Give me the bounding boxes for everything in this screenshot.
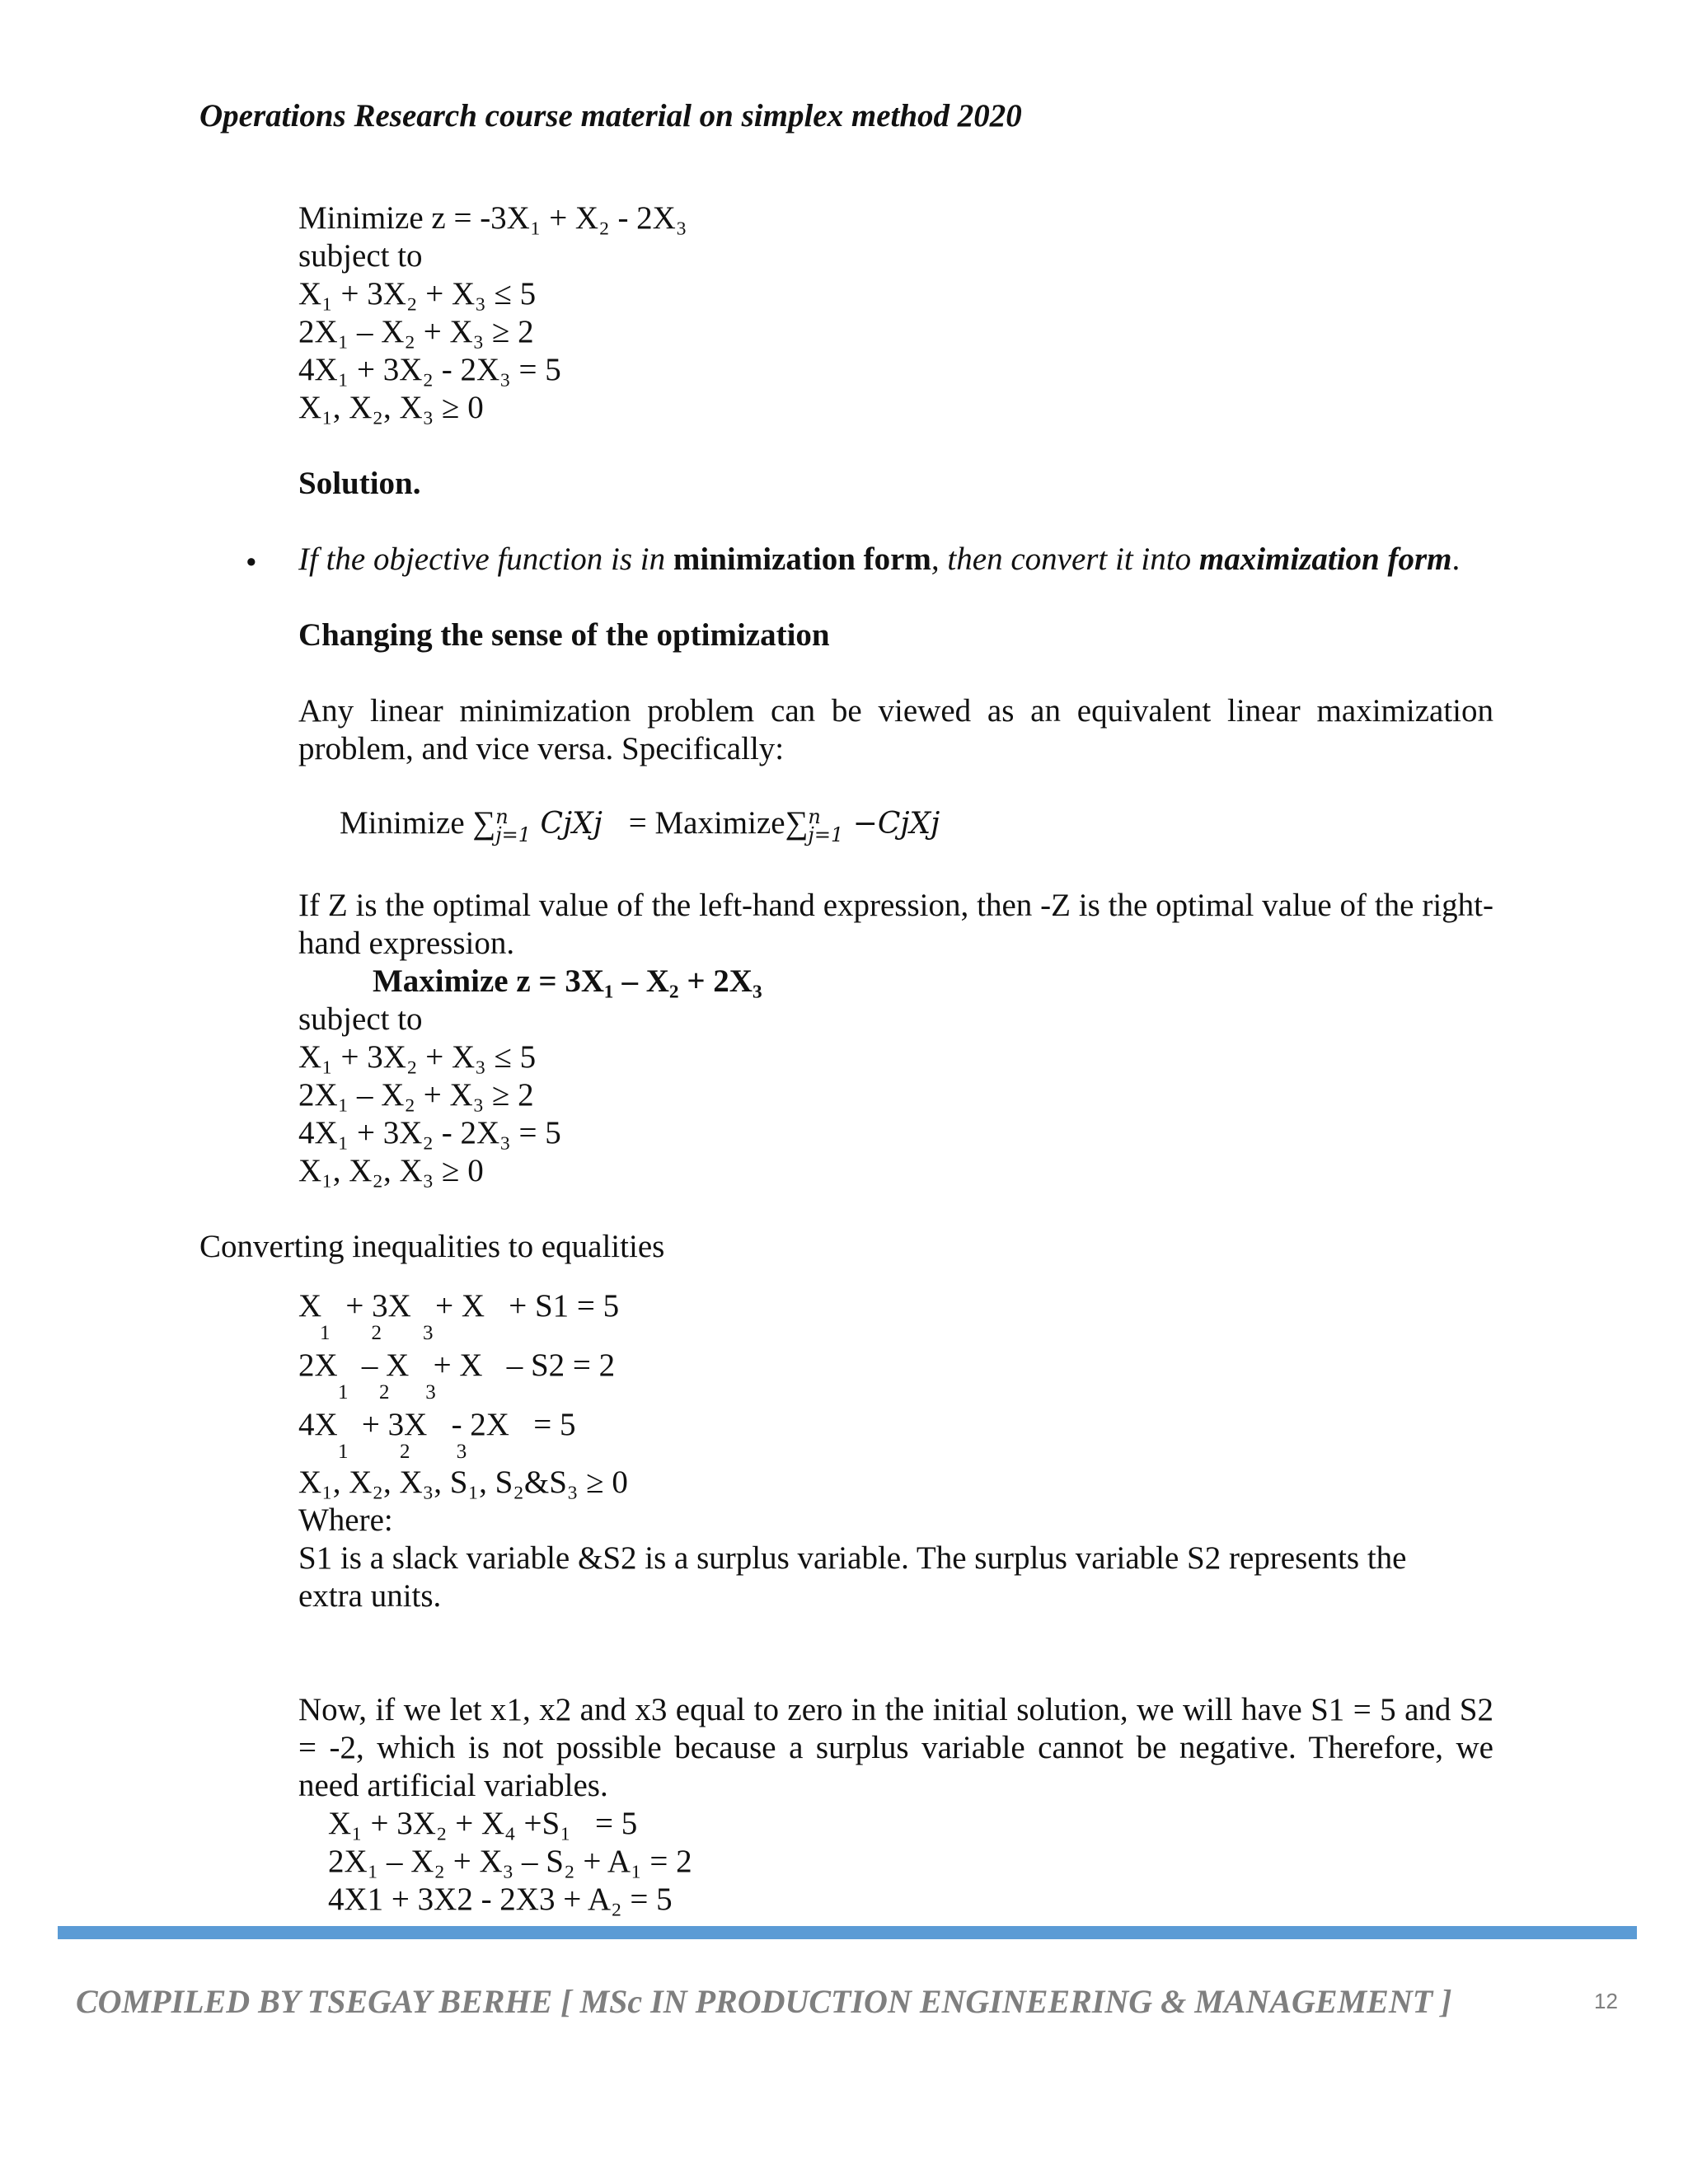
footer-rule <box>58 1926 1637 1939</box>
max-constraint-2: 2X₁ – X₂ + X₃ ≥ 2 <box>298 1077 534 1113</box>
where-label: Where: <box>298 1502 393 1538</box>
equality-1: X + 3X + X + S1 = 5 <box>298 1288 620 1324</box>
max-subject-to: subject to <box>298 1001 423 1037</box>
bullet-part-1: If the objective function is in <box>298 541 673 577</box>
paragraph-2: If Z is the optimal value of the left-hand expression, then -Z is the optimal value of the right-hand expression. <box>298 888 1493 961</box>
equivalence-formula <box>340 804 940 847</box>
where-text: S1 is a slack variable &S2 is a surplus variable. The surplus variable S2 represents the extra units. <box>298 1540 1407 1614</box>
equality-1-subscripts: 1 2 3 <box>320 1322 434 1344</box>
artificial-eq-3: 4X1 + 3X2 - 2X3 + A₂ = 5 <box>328 1882 673 1917</box>
nonnegativity: X₁, X₂, X₃ ≥ 0 <box>298 390 484 425</box>
max-nonnegativity: X₁, X₂, X₃ ≥ 0 <box>298 1153 484 1188</box>
equality-3: 4X + 3X - 2X = 5 <box>298 1407 576 1442</box>
formula-left-word: Minimize <box>340 805 473 841</box>
bullet-part-4: maximization form <box>1198 541 1452 577</box>
formula-left-term: CjXj <box>531 807 603 841</box>
equality-3-subscripts: 1 2 3 <box>338 1441 467 1463</box>
formula-equals: = Maximize <box>628 805 785 841</box>
max-objective: Maximize z = 3X₁ – X₂ + 2X₃ <box>373 963 762 999</box>
formula-left-upper: n <box>495 805 509 829</box>
formula-right-term: −CjXj <box>843 807 940 841</box>
formula-right-upper: n <box>808 805 821 829</box>
min-objective: Minimize z = -3X₁ + X₂ - 2X₃ <box>298 200 687 236</box>
bullet-part-5: . <box>1451 541 1461 577</box>
equality-2-subscripts: 1 2 3 <box>338 1381 436 1404</box>
sigma-icon: ∑ <box>472 805 496 841</box>
bullet-icon: • <box>246 545 257 580</box>
subject-to: subject to <box>298 238 423 274</box>
footer-text: COMPILED BY TSEGAY BERHE [ MSc IN PRODUCTION ENGINEERING & MANAGEMENT ] <box>76 1983 1452 2020</box>
constraint-2: 2X₁ – X₂ + X₃ ≥ 2 <box>298 314 534 349</box>
converting-heading: Converting inequalities to equalities <box>199 1229 665 1264</box>
formula-left-lower: j=1 <box>495 823 532 847</box>
equality-2: 2X – X + X – S2 = 2 <box>298 1347 616 1383</box>
bullet-part-2: minimization form <box>673 541 931 577</box>
bullet-part-3: , then convert it into <box>931 541 1199 577</box>
solution-label: Solution. <box>298 466 421 501</box>
page-number: 12 <box>1594 1989 1618 2013</box>
paragraph-1: Any linear minimization problem can be viewed as an equivalent linear maximization problem, and vice versa. Specifically: <box>298 693 1493 766</box>
slack-nonnegativity: X₁, X₂, X₃, S₁, S₂&S₃ ≥ 0 <box>298 1465 628 1500</box>
section-heading: Changing the sense of the optimization <box>298 617 830 653</box>
artificial-eq-1: X₁ + 3X₂ + X₄ +S₁ = 5 <box>328 1806 638 1841</box>
constraint-1: X₁ + 3X₂ + X₃ ≤ 5 <box>298 276 537 312</box>
bullet-text <box>298 541 1460 579</box>
formula-right-lower: j=1 <box>808 823 844 847</box>
artificial-eq-2: 2X₁ – X₂ + X₃ – S₂ + A₁ = 2 <box>328 1844 692 1879</box>
max-constraint-1: X₁ + 3X₂ + X₃ ≤ 5 <box>298 1039 537 1075</box>
max-constraint-3: 4X₁ + 3X₂ - 2X₃ = 5 <box>298 1115 561 1151</box>
page-header: Operations Research course material on simplex method 2020 <box>199 98 1022 134</box>
paragraph-3: Now, if we let x1, x2 and x3 equal to zero in the initial solution, we will have S1 = 5 and S2 = -2, which is not possible because a surplus variable cannot be negative. Therefore, we need artificial variables. <box>298 1692 1493 1803</box>
sigma-icon-2: ∑ <box>785 805 809 841</box>
constraint-3: 4X₁ + 3X₂ - 2X₃ = 5 <box>298 352 561 387</box>
